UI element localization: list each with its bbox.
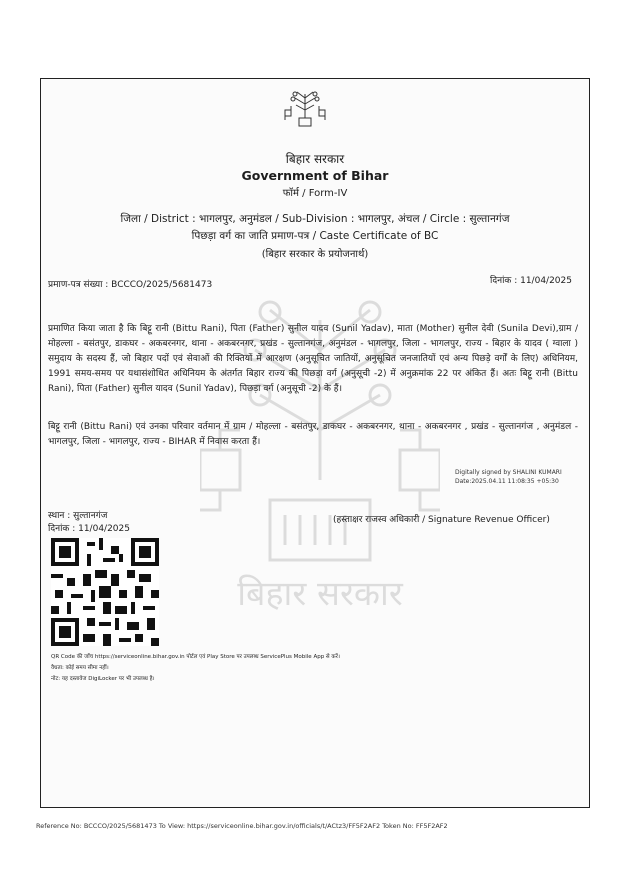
certificate-date: दिनांक : 11/04/2025: [490, 276, 572, 286]
certificate-number: प्रमाण-पत्र संख्या : BCCCO/2025/5681473: [48, 280, 213, 290]
validity-note: वैधता: कोई समय सीमा नहीं।: [51, 665, 109, 671]
qr-code: [51, 538, 159, 646]
certificate-paragraph-2: बिट्टू रानी (Bittu Rani) एवं उनका परिवार वर्तमान में ग्राम / मोहल्ला - बसंतपुर, डाकघर - अकबरनगर, थाना - अकबरनगर , प्रखंड - सुल्तानगंज , अनुमंडल - भागलपुर, जिला - भागलपुर, राज्य - BIHAR में निवास करता हैं।: [48, 422, 578, 447]
reference-line: Reference No: BCCCO/2025/5681473 To View: https://serviceonline.bihar.gov.in/officials/t/ACtz3/FF5F2AF2 Token No: FF5F2AF2: [36, 822, 448, 830]
government-title: Government of Bihar: [241, 168, 389, 183]
form-label: फॉर्म / Form-IV: [282, 188, 348, 199]
digilocker-note: नोट: यह दस्तावेज DigiLocker पर भी उपलब्ध है।: [51, 676, 155, 682]
signature-officer: (हस्ताक्षर राजस्व अधिकारी / Signature Revenue Officer): [333, 515, 550, 525]
certificate-title: पिछड़ा वर्ग का जाति प्रमाण-पत्र / Caste Certificate of BC: [191, 230, 439, 242]
digital-signature-line2: Date:2025.04.11 11:08:35 +05:30: [455, 478, 559, 485]
qr-note: QR Code की जाँच https://serviceonline.bihar.gov.in पोर्टल एवं Play Store पर उपलब्ध ServicePlus Mobile App से करें।: [51, 654, 340, 660]
district-line: जिला / District : भागलपुर, अनुमंडल / Sub-Division : भागलपुर, अंचल / Circle : सुल्तानगंज: [120, 213, 510, 225]
watermark-text: बिहार सरकार: [237, 574, 403, 614]
purpose-line: (बिहार सरकार के प्रयोजनार्थ): [261, 249, 369, 260]
bihar-emblem-icon: [281, 88, 329, 132]
digital-signature-line1: Digitally signed by SHALINI KUMARI: [455, 469, 562, 476]
hindi-government-title: बिहार सरकार: [285, 152, 345, 166]
certificate-paragraph-1: प्रमाणित किया जाता है कि बिट्टू रानी (Bittu Rani), पिता (Father) सुनील यादव (Sunil Yadav), माता (Mother) सुनील देवी (Sunila Devi),ग्राम / मोहल्ला - बसंतपुर, डाकघर - अकबरनगर, थाना - अकबरनगर, प्रखंड - सुल्तानगंज, अनुमंडल - भागलपुर, जिला - भागलपुर, राज्य - बिहार के यादव ( ग्वाला ) समुदाय के सदस्य हैं, जो बिहार पदों एवं सेवाओं की रिक्तियों में आरक्षण (अनुसूचित जातियों, अनुसूचित जनजातियों एवं अन्य पिछड़े वर्गों के लिए) अधिनियम, 1991 समय-समय पर यथासंशोधित अधिनियम के अंतर्गत बिहार राज्य की पिछड़ा वर्ग (अनुसूची -2) में अनुक्रमांक 22 पर अंकित हैं। अतः बिट्टू रानी (Bittu Rani), पिता (Father) सुनील यादव (Sunil Yadav), पिछड़ा वर्ग (अनुसूची -2) के हैं।: [48, 324, 578, 394]
place-label: स्थान : सुल्तानगंज: [48, 511, 108, 521]
place-date: दिनांक : 11/04/2025: [48, 524, 130, 534]
digital-signature: [455, 468, 562, 486]
